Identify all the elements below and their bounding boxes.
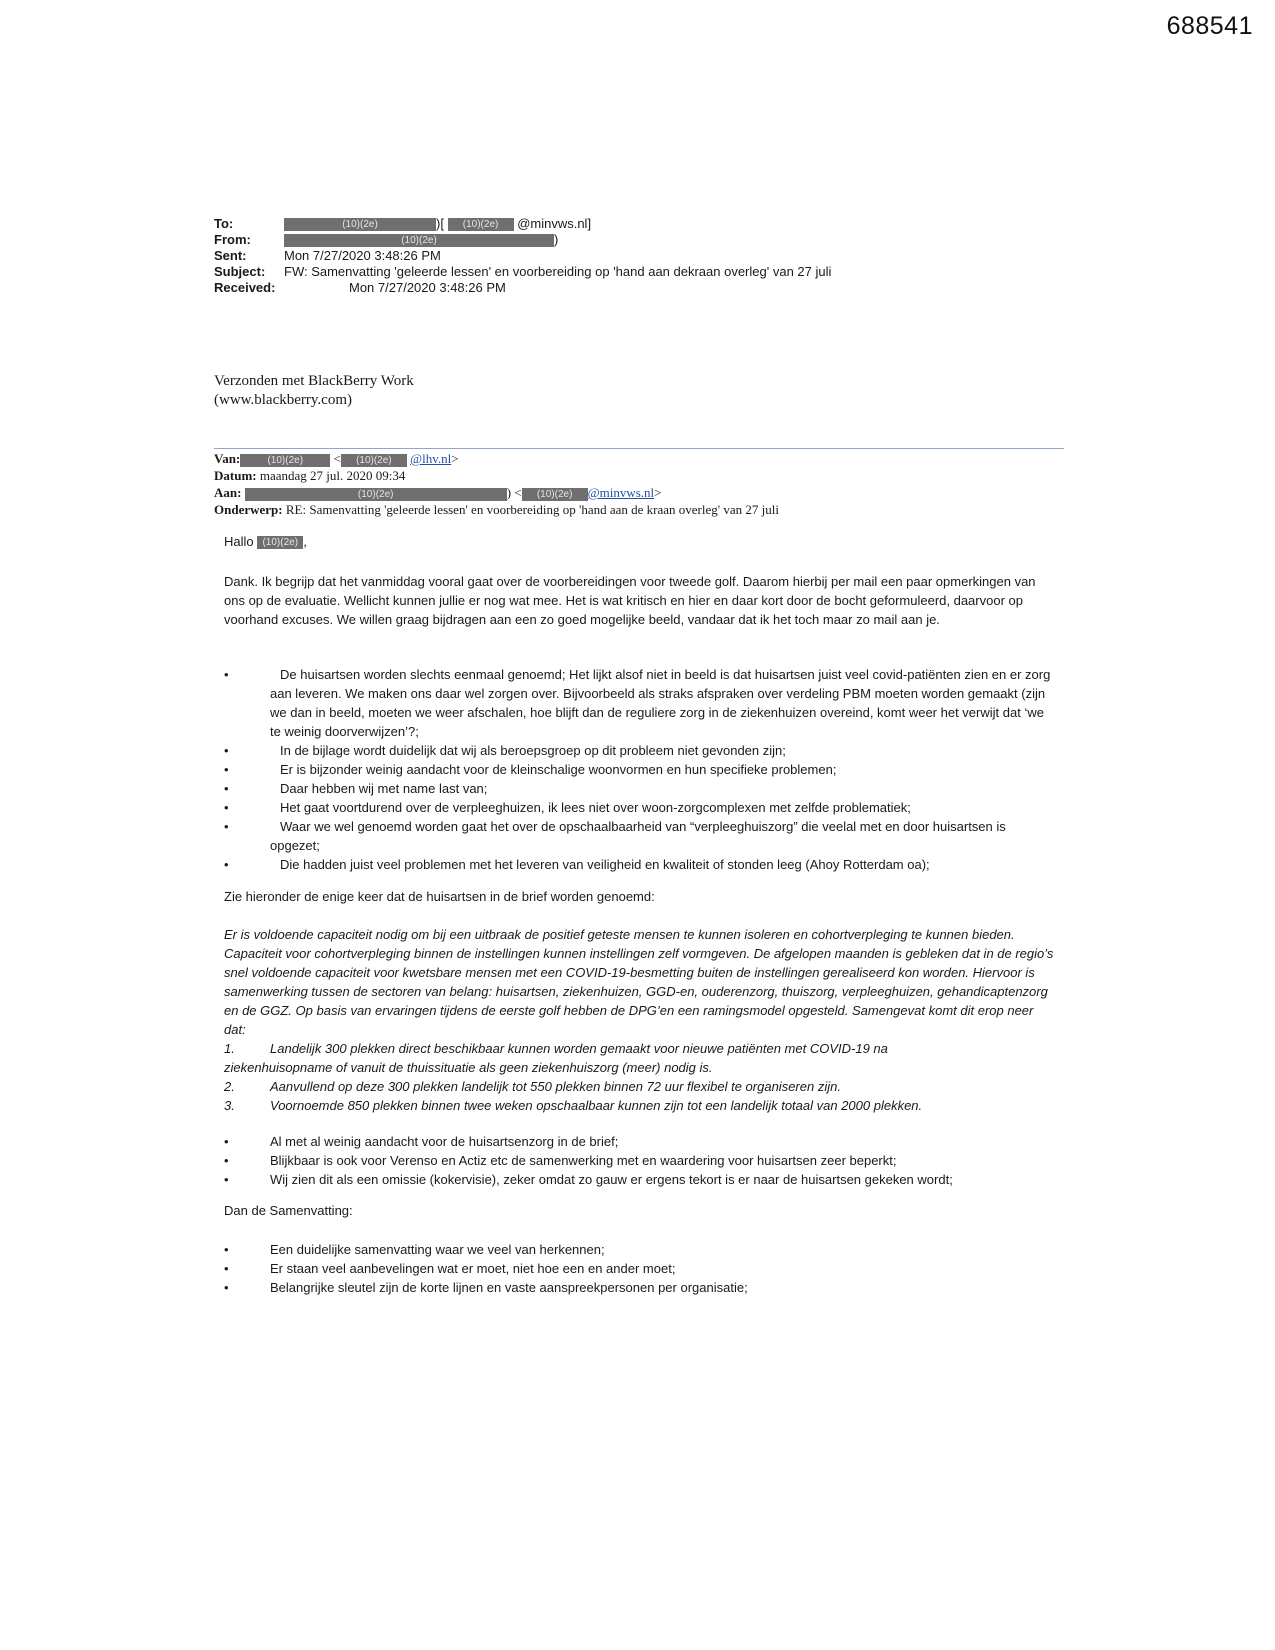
forwarded-header xyxy=(214,450,779,518)
to-suffix: @minvws.nl] xyxy=(517,216,592,231)
sent-value: Mon 7/27/2020 3:48:26 PM xyxy=(284,248,441,263)
document-number: 688541 xyxy=(1166,12,1253,40)
bullet-text: Waar we wel genoemd worden gaat het over de opschaalbaarheid van “verpleeghuiszorg” die veelal met en door huisartsen is opgezet; xyxy=(270,819,1006,853)
from-value xyxy=(284,232,558,248)
bullet-dot: • xyxy=(224,781,229,796)
onderwerp-row xyxy=(214,501,779,518)
item-text: Voornoemde 850 plekken binnen twee weken opschaalbaar kunnen zijn tot een landelijk totaal van 2000 plekken. xyxy=(270,1098,923,1113)
intro-text: Dank. Ik begrijp dat het vanmiddag vooral gaat over de voorbereidingen voor tweede golf. Daarom hierbij per mail een paar opmerkingen van ons op de evaluatie. Wellicht kunnen jullie er nog wat mee. Het is wat kritisch en hier en daar kort door de bocht geformuleerd, daarvoor op voorhand excuses. We willen graag bijdragen aan een zo goed mogelijke beeld, vandaar dat ik het toch maar zo mail aan je. xyxy=(224,574,1036,627)
to-value: (10)(2e) )[ (10)(2e) @minvws.nl] xyxy=(284,216,591,232)
datum-value: maandag 27 jul. 2020 09:34 xyxy=(259,468,406,483)
bullet-text: Blijkbaar is ook voor Verenso en Actiz etc de samenwerking met en waardering voor huisartsen zeer beperkt; xyxy=(270,1153,897,1168)
bullet-dot: • xyxy=(224,800,229,815)
header-sent-row xyxy=(214,248,1114,264)
from-label: From: xyxy=(214,232,251,247)
numbered-item xyxy=(224,1039,1054,1077)
sent-label: Sent: xyxy=(214,248,247,263)
bullet-dot: • xyxy=(224,1153,229,1168)
bullet-item xyxy=(224,1132,1054,1151)
header-received-row xyxy=(214,280,1114,296)
onderwerp-value: RE: Samenvatting 'geleerde lessen' en voorbereiding op 'hand aan de kraan overleg' van 27 juli xyxy=(285,502,779,517)
bullet-text: Daar hebben wij met name last van; xyxy=(280,781,488,796)
aan-email-link[interactable]: @minvws.nl xyxy=(587,485,655,500)
received-label: Received: xyxy=(214,280,276,295)
van-row: Van: (10)(2e) < (10)(2e) @lhv.nl> xyxy=(214,451,459,466)
bullet-text: Al met al weinig aandacht voor de huisartsenzorg in de brief; xyxy=(270,1134,619,1149)
received-value: Mon 7/27/2020 3:48:26 PM xyxy=(349,280,506,295)
bullet-item xyxy=(224,1259,1054,1278)
header-from-row xyxy=(214,232,1114,248)
header-subject-row xyxy=(214,264,1114,280)
bullet-dot: • xyxy=(224,819,229,834)
bullet-dot: • xyxy=(224,1280,229,1295)
numbered-item xyxy=(224,1096,1054,1115)
bullet-text: Er staan veel aanbevelingen wat er moet, niet hoe een en ander moet; xyxy=(270,1261,676,1276)
bullet-list-summary xyxy=(224,1240,1054,1297)
aan-label: Aan: xyxy=(214,485,242,500)
redaction-block: (10)(2e) xyxy=(240,454,330,467)
to-label: To: xyxy=(214,216,234,231)
signature-line: Verzonden met BlackBerry Work xyxy=(214,373,414,389)
bullet-item xyxy=(224,665,1054,741)
divider xyxy=(214,448,1064,449)
bullet-dot: • xyxy=(224,857,229,872)
onderwerp-label: Onderwerp: xyxy=(214,502,283,517)
bullet-dot: • xyxy=(224,1242,229,1257)
bullet-item xyxy=(224,1170,1054,1189)
bullet-item xyxy=(224,1278,1054,1297)
bullet-dot: • xyxy=(224,743,229,758)
bullet-text: Er is bijzonder weinig aandacht voor de kleinschalige woonvormen en hun specifieke problemen; xyxy=(280,762,837,777)
bullet-dot: • xyxy=(224,762,229,777)
subject-label: Subject: xyxy=(214,264,266,279)
quote-block xyxy=(224,925,1054,1115)
bullet-text: Belangrijke sleutel zijn de korte lijnen en vaste aanspreekpersonen per organisatie; xyxy=(270,1280,748,1295)
email-header xyxy=(214,216,1114,296)
redaction-block: (10)(2e) xyxy=(448,218,514,231)
intro-paragraph xyxy=(224,572,1054,629)
subject-value: FW: Samenvatting 'geleerde lessen' en voorbereiding op 'hand aan dekraan overleg' van 27 juli xyxy=(284,264,832,279)
bullet-item xyxy=(224,855,1054,874)
item-text-continued: ziekenhuisopname of vanuit de thuissituatie als geen ziekenhuiszorg (meer) nodig is. xyxy=(224,1060,713,1075)
aan-row: Aan: (10)(2e) ) < (10)(2e) @minvws.nl> xyxy=(214,485,662,500)
from-suffix: ) xyxy=(554,232,559,247)
redaction-block: (10)(2e) xyxy=(284,234,554,247)
bullet-text: In de bijlage wordt duidelijk dat wij als beroepsgroep op dit probleem niet gevonden zijn; xyxy=(280,743,786,758)
bullet-list xyxy=(224,1132,1054,1189)
bullet-list xyxy=(224,1240,1054,1297)
redaction-block: (10)(2e) xyxy=(257,536,303,549)
item-number: 2. xyxy=(224,1079,235,1094)
bullet-text: Het gaat voortdurend over de verpleeghuizen, ik lees niet over woon-zorgcomplexen met zelfde problematiek; xyxy=(280,800,911,815)
bullet-dot: • xyxy=(224,1134,229,1149)
numbered-item xyxy=(224,1077,1054,1096)
datum-row xyxy=(214,467,779,484)
bullet-item xyxy=(224,779,1054,798)
redaction-block: (10)(2e) xyxy=(284,218,436,231)
bullet-text: Wij zien dit als een omissie (kokervisie), zeker omdat zo gauw er ergens tekort is er naar de huisartsen gekeken wordt; xyxy=(270,1172,953,1187)
greeting-line: Hallo (10)(2e) , xyxy=(224,534,307,549)
signature xyxy=(214,372,414,410)
numbered-list xyxy=(224,1039,1054,1115)
redaction-block: (10)(2e) xyxy=(245,488,507,501)
quote-text: Er is voldoende capaciteit nodig om bij een uitbraak de positief geteste mensen te kunnen isoleren en cohortverpleging te kunnen bieden. Capaciteit voor cohortverpleging binnen de instellingen kunnen instellingen zelf vormgeven. De afgelopen maanden is gebleken dat in de regio’s snel voldoende capaciteit voor kwetsbare mensen met een COVID-19-besmetting buiten de instellingen gerealiseerd kon worden. Hiervoor is samenwerking tussen de sectoren van belang: huisartsen, ziekenhuizen, GGD-en, ouderenzorg, thuiszorg, verpleeghuizen, gehandicaptenzorg en de GGZ. Op basis van ervaringen tijdens de eerste golf hebben de DPG’en een ramingsmodel opgesteld. Samengevat komt dit erop neer dat: xyxy=(224,927,1054,1037)
bullet-list-conclusions xyxy=(224,1132,1054,1189)
datum-label: Datum: xyxy=(214,468,257,483)
summary-intro: Dan de Samenvatting: xyxy=(224,1203,353,1218)
bullet-text: Een duidelijke samenvatting waar we veel van herkennen; xyxy=(270,1242,605,1257)
header-to-row xyxy=(214,216,1114,232)
quote-intro: Zie hieronder de enige keer dat de huisartsen in de brief worden genoemd: xyxy=(224,889,655,904)
bullet-dot: • xyxy=(224,1261,229,1276)
greeting: Hallo xyxy=(224,534,254,549)
van-email-link[interactable]: @lhv.nl xyxy=(410,451,452,466)
redaction-block: (10)(2e) xyxy=(522,488,588,501)
signature-url: (www.blackberry.com) xyxy=(214,392,352,408)
item-number: 3. xyxy=(224,1098,235,1113)
bullet-item xyxy=(224,1240,1054,1259)
bullet-item xyxy=(224,1151,1054,1170)
bullet-item xyxy=(224,817,1054,855)
van-label: Van: xyxy=(214,451,241,466)
bullet-text: Die hadden juist veel problemen met het leveren van veiligheid en kwaliteit of stonden leeg (Ahoy Rotterdam oa); xyxy=(280,857,930,872)
item-number: 1. xyxy=(224,1041,235,1056)
item-text: Aanvullend op deze 300 plekken landelijk tot 550 plekken binnen 72 uur flexibel te organiseren zijn. xyxy=(270,1079,841,1094)
bullet-item xyxy=(224,741,1054,760)
bullet-list-remarks xyxy=(224,665,1054,874)
item-text: Landelijk 300 plekken direct beschikbaar kunnen worden gemaakt voor nieuwe patiënten met COVID-19 na xyxy=(270,1041,888,1056)
redaction-block: (10)(2e) xyxy=(341,454,407,467)
bullet-dot: • xyxy=(224,1172,229,1187)
bullet-text: De huisartsen worden slechts eenmaal genoemd; Het lijkt alsof niet in beeld is dat huisartsen juist veel covid-patiënten zien en er zorg aan leveren. We maken ons daar wel zorgen over. Bijvoorbeeld als straks afspraken over verdeling PBM moeten worden gemaakt (zijn we dan in beeld, moeten we weer afschalen, hoe blijft dan de reguliere zorg in de ziekenhuizen overeind, komt weer het verwijt dat ‘we te weinig doorverwijzen’?; xyxy=(270,667,1051,739)
bullet-dot: • xyxy=(224,667,229,682)
bullet-item xyxy=(224,760,1054,779)
bullet-item xyxy=(224,798,1054,817)
bullet-list xyxy=(224,665,1054,874)
